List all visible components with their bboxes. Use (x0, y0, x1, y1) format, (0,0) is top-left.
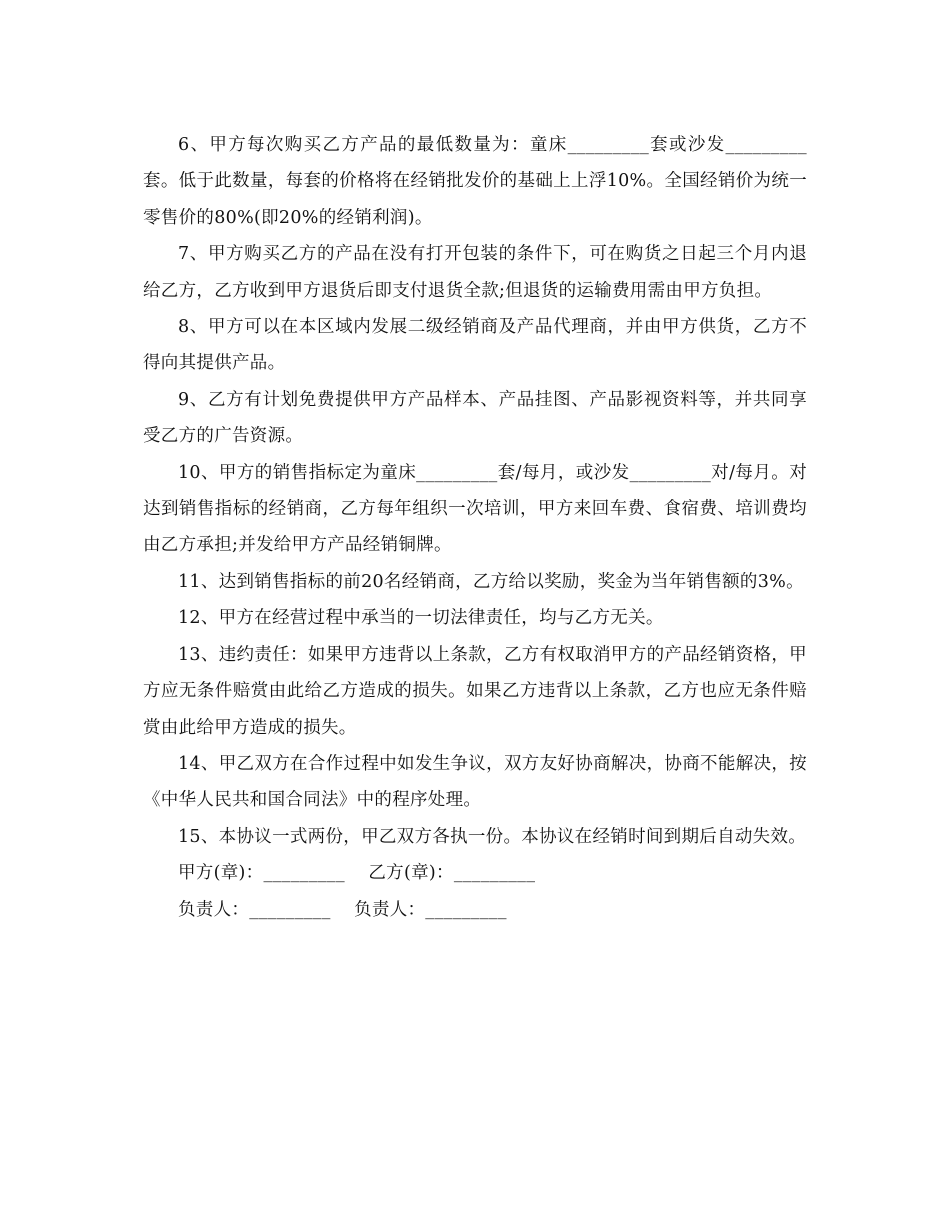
document-body (143, 127, 807, 928)
clause-10: 10、甲方的销售指标定为童床_________套/每月，或沙发_________对/每月。对达到销售指标的经销商，乙方每年组织一次培训，甲方来回车费、食宿费、培训费均由乙方承担;并发给甲方产品经销铜牌。 (143, 462, 807, 556)
seal-signature-line (143, 855, 807, 891)
party-b-person: 负责人：_________ (354, 899, 507, 920)
clause-8: 8、甲方可以在本区域内发展二级经销商及产品代理商，并由甲方供货，乙方不得向其提供产品。 (143, 317, 807, 374)
clause-13: 13、违约责任：如果甲方违背以上条款，乙方有权取消甲方的产品经销资格，甲方应无条件赔赏由此给乙方造成的损失。如果乙方违背以上条款，乙方也应无条件赔赏由此给甲方造成的损失。 (143, 644, 807, 738)
clause-11: 11、达到销售指标的前20名经销商，乙方给以奖励，奖金为当年销售额的3%。 (178, 571, 804, 592)
party-a-person: 负责人：_________ (178, 899, 331, 920)
clause-6: 6、甲方每次购买乙方产品的最低数量为：童床_________套或沙发_________套。低于此数量，每套的价格将在经销批发价的基础上上浮10%。全国经销价为统一零售价的80%(即20%的经销利润)。 (143, 135, 807, 228)
clause-15: 15、本协议一式两份，甲乙双方各执一份。本协议在经销时间到期后自动失效。 (178, 826, 807, 847)
responsible-person-line (143, 892, 807, 928)
clause-12: 12、甲方在经营过程中承当的一切法律责任，均与乙方无关。 (178, 608, 664, 629)
clause-9: 9、乙方有计划免费提供甲方产品样本、产品挂图、产品影视资料等，并共同享受乙方的广告资源。 (143, 389, 807, 447)
clause-14: 14、甲乙双方在合作过程中如发生争议，双方友好协商解决，协商不能解决，按《中华人民共和国合同法》中的程序处理。 (143, 753, 807, 811)
party-a-seal: 甲方(章)：_________ (178, 863, 345, 884)
party-b-seal: 乙方(章)：_________ (368, 863, 536, 884)
clause-7: 7、甲方购买乙方的产品在没有打开包装的条件下，可在购货之日起三个月内退给乙方，乙方收到甲方退货后即支付退货全款;但退货的运输费用需由甲方负担。 (143, 244, 807, 301)
